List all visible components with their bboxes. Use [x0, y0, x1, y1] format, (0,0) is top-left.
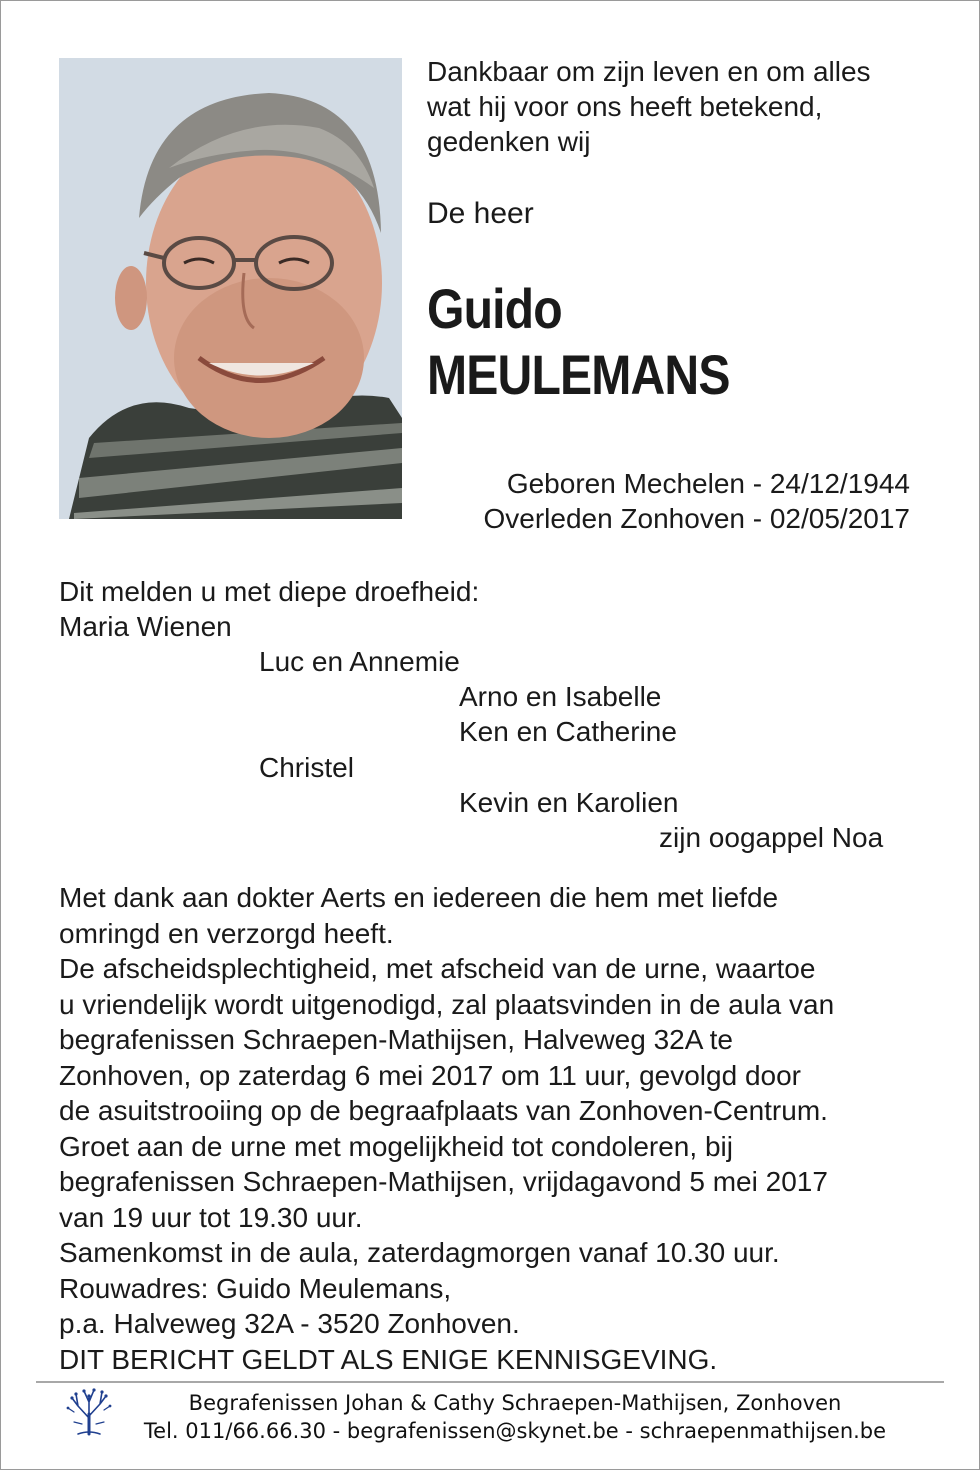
message-line: DIT BERICHT GELDT ALS ENIGE KENNISGEVING. — [59, 1343, 718, 1375]
funeral-home-footer — [120, 1389, 910, 1445]
portrait-photo — [59, 58, 402, 519]
family-member: Luc en Annemie — [259, 646, 460, 677]
message-line: de asuitstrooiing op de begraafplaats van Zonhoven-Centrum. — [59, 1095, 828, 1126]
birth-line: Geboren Mechelen - 24/12/1944 — [506, 468, 910, 499]
life-dates — [420, 466, 910, 536]
message-line: omringd en verzorgd heeft. — [59, 917, 394, 949]
message-line: Met dank aan dokter Aerts en iedereen die hem met liefde — [59, 882, 779, 913]
message-line: Zonhoven, op zaterdag 6 mei 2017 om 11 uur, gevolgd door — [59, 1059, 801, 1091]
message-line: van 19 uur tot 19.30 uur. — [59, 1201, 363, 1233]
message-line: u vriendelijk wordt uitgenodigd, zal plaatsvinden in de aula van — [59, 988, 835, 1020]
message-line: begrafenissen Schraepen-Mathijsen, vrijdagavond 5 mei 2017 — [59, 1166, 828, 1197]
announcement: Dit melden u met diepe droefheid: — [59, 576, 480, 607]
family-member: Ken en Catherine — [459, 716, 677, 747]
message-line: Samenkomst in de aula, zaterdagmorgen vanaf 10.30 uur. — [59, 1237, 780, 1268]
message-line: Rouwadres: Guido Meulemans, — [59, 1272, 452, 1304]
family-member: Arno en Isabelle — [459, 681, 662, 712]
deceased-name — [427, 276, 730, 408]
intro-text — [427, 54, 947, 159]
family-member: zijn oogappel Noa — [659, 822, 884, 853]
last-name: MEULEMANS — [427, 343, 730, 406]
funeral-home-name: Begrafenissen Johan & Cathy Schraepen-Mathijsen, Zonhoven — [188, 1391, 842, 1415]
intro-line: gedenken wij — [427, 126, 591, 157]
family-member: Maria Wienen — [59, 611, 232, 642]
intro-line: wat hij voor ons heeft betekend, — [427, 91, 823, 122]
message-line: Groet aan de urne met mogelijkheid tot condoleren, bij — [59, 1130, 733, 1162]
death-line: Overleden Zonhoven - 02/05/2017 — [483, 503, 910, 534]
intro-line: Dankbaar om zijn leven en om alles — [427, 56, 871, 87]
message-line: begrafenissen Schraepen-Mathijsen, Halveweg 32A te — [59, 1024, 733, 1055]
family-member: Kevin en Karolien — [459, 787, 679, 818]
message-line: p.a. Halveweg 32A - 3520 Zonhoven. — [59, 1308, 520, 1339]
message-line: De afscheidsplechtigheid, met afscheid van de urne, waartoe — [59, 953, 816, 984]
family-member: Christel — [259, 752, 354, 783]
tree-logo-icon — [64, 1386, 114, 1436]
footer-divider — [36, 1381, 944, 1383]
message-block — [59, 880, 834, 1377]
funeral-home-contact: Tel. 011/66.66.30 - begrafenissen@skynet.be - schraepenmathijsen.be — [143, 1419, 887, 1443]
honorific: De heer — [427, 197, 534, 230]
first-name: Guido — [427, 277, 562, 340]
